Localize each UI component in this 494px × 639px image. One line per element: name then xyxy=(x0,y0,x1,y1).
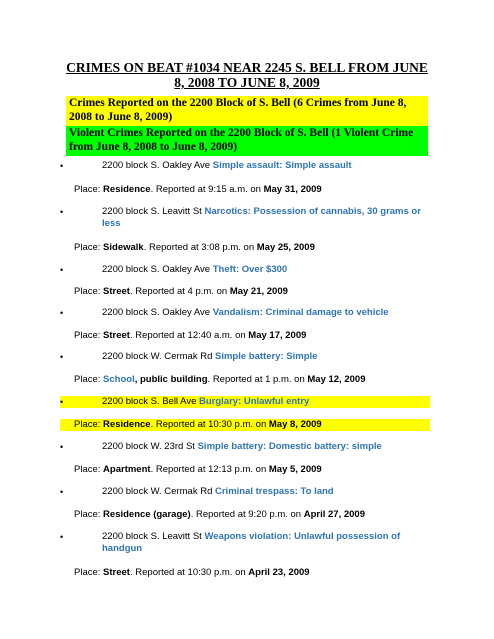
violent-crimes-summary-banner: Violent Crimes Reported on the 2200 Block of S. Bell (1 Violent Crime from June 8, 2008 to June 8, 2009) xyxy=(66,126,428,156)
crime-type-link[interactable]: Theft: Over $300 xyxy=(212,264,288,275)
bullet-icon: • xyxy=(60,442,64,452)
reported-label: . Reported at xyxy=(150,464,209,475)
reported-time: 1 p.m. xyxy=(265,374,292,385)
crime-type-link[interactable]: Simple battery: Simple xyxy=(215,351,318,362)
reported-time: 10:30 p.m. xyxy=(187,567,233,578)
place-value: Residence (garage) xyxy=(103,509,191,520)
bullet-icon: • xyxy=(60,161,64,171)
place-value: Street xyxy=(103,330,130,341)
place-value: Sidewalk xyxy=(103,242,144,253)
reported-date: May 12, 2009 xyxy=(307,374,366,385)
reported-label: . Reported at xyxy=(207,374,266,385)
place-value: , public building xyxy=(134,374,208,385)
place-label: Place: xyxy=(74,286,104,297)
reported-label: . Reported at xyxy=(143,242,202,253)
crime-location: 2200 block S. Bell Ave xyxy=(102,396,199,407)
crime-type-link[interactable]: Vandalism: Criminal damage to vehicle xyxy=(212,307,389,318)
crime-location: 2200 block W. Cermak Rd xyxy=(102,486,215,497)
reported-date: April 27, 2009 xyxy=(303,509,365,520)
place-value: Street xyxy=(103,286,130,297)
reported-time: 10:30 p.m. xyxy=(208,419,254,430)
crimes-summary-banner: Crimes Reported on the 2200 Block of S. Bell (6 Crimes from June 8, 2008 to June 8, 2009) xyxy=(66,96,428,126)
on-label: on xyxy=(232,567,249,578)
on-label: on xyxy=(253,464,269,475)
place-label: Place: xyxy=(74,567,104,578)
reported-time: 12:13 p.m. xyxy=(208,464,254,475)
crime-type-link[interactable]: Criminal trespass: To land xyxy=(215,486,334,497)
reported-date: May 5, 2009 xyxy=(268,464,322,475)
crime-location: 2200 block W. Cermak Rd xyxy=(102,351,215,362)
on-label: on xyxy=(213,286,230,297)
crime-type-link[interactable]: Weapons violation: Unlawful possession of handgun xyxy=(102,531,401,554)
reported-time: 12:40 a.m. xyxy=(187,330,233,341)
bullet-icon: • xyxy=(60,532,64,542)
place-value: Street xyxy=(103,567,130,578)
place-value: Apartment xyxy=(103,464,151,475)
reported-label: . Reported at xyxy=(190,509,249,520)
crime-type-link[interactable]: Simple battery: Domestic battery: simple xyxy=(197,441,382,452)
on-label: on xyxy=(253,419,269,430)
place-label: Place: xyxy=(74,184,104,195)
page-title: CRIMES ON BEAT #1034 NEAR 2245 S. BELL FROM JUNE 8, 2008 TO JUNE 8, 2009 xyxy=(66,60,428,90)
bullet-icon: • xyxy=(60,397,64,407)
reported-label: . Reported at xyxy=(150,419,209,430)
reported-time: 9:20 p.m. xyxy=(248,509,288,520)
place-label: Place: xyxy=(74,242,104,253)
place-label: Place: xyxy=(74,374,104,385)
on-label: on xyxy=(287,509,304,520)
bullet-icon: • xyxy=(60,487,64,497)
place-value-link[interactable]: School xyxy=(103,374,135,385)
place-label: Place: xyxy=(74,419,104,430)
reported-label: . Reported at xyxy=(129,286,188,297)
reported-date: May 17, 2009 xyxy=(248,330,307,341)
reported-date: May 8, 2009 xyxy=(268,419,322,430)
reported-label: . Reported at xyxy=(129,330,188,341)
bullet-icon: • xyxy=(60,308,64,318)
reported-date: May 25, 2009 xyxy=(256,242,315,253)
crime-location: 2200 block S. Oakley Ave xyxy=(102,307,213,318)
bullet-icon: • xyxy=(60,352,64,362)
place-label: Place: xyxy=(74,330,104,341)
place-label: Place: xyxy=(74,464,104,475)
reported-time: 4 p.m. xyxy=(187,286,214,297)
place-value: Residence xyxy=(103,419,151,430)
reported-date: May 21, 2009 xyxy=(229,286,288,297)
reported-time: 3:08 p.m. xyxy=(201,242,241,253)
place-label: Place: xyxy=(74,509,104,520)
reported-time: 9:15 a.m. xyxy=(208,184,248,195)
crime-location: 2200 block S. Oakley Ave xyxy=(102,160,213,171)
reported-date: April 23, 2009 xyxy=(248,567,310,578)
crime-location: 2200 block S. Oakley Ave xyxy=(102,264,213,275)
reported-date: May 31, 2009 xyxy=(263,184,322,195)
crime-location: 2200 block W. 23rd St xyxy=(102,441,198,452)
crime-type-link[interactable]: Simple assault: Simple assault xyxy=(212,160,352,171)
bullet-icon: • xyxy=(60,207,64,217)
crime-type-link[interactable]: Narcotics: Possession of cannabis, 30 grams or less xyxy=(102,206,421,229)
on-label: on xyxy=(291,374,308,385)
reported-label: . Reported at xyxy=(129,567,188,578)
on-label: on xyxy=(247,184,264,195)
crime-location: 2200 block S. Leavitt St xyxy=(102,531,205,542)
on-label: on xyxy=(240,242,257,253)
on-label: on xyxy=(232,330,249,341)
crime-type-link[interactable]: Burglary: Unlawful entry xyxy=(199,396,310,407)
crime-location: 2200 block S. Leavitt St xyxy=(102,206,205,217)
bullet-icon: • xyxy=(60,265,64,275)
reported-label: . Reported at xyxy=(150,184,209,195)
place-value: Residence xyxy=(103,184,151,195)
